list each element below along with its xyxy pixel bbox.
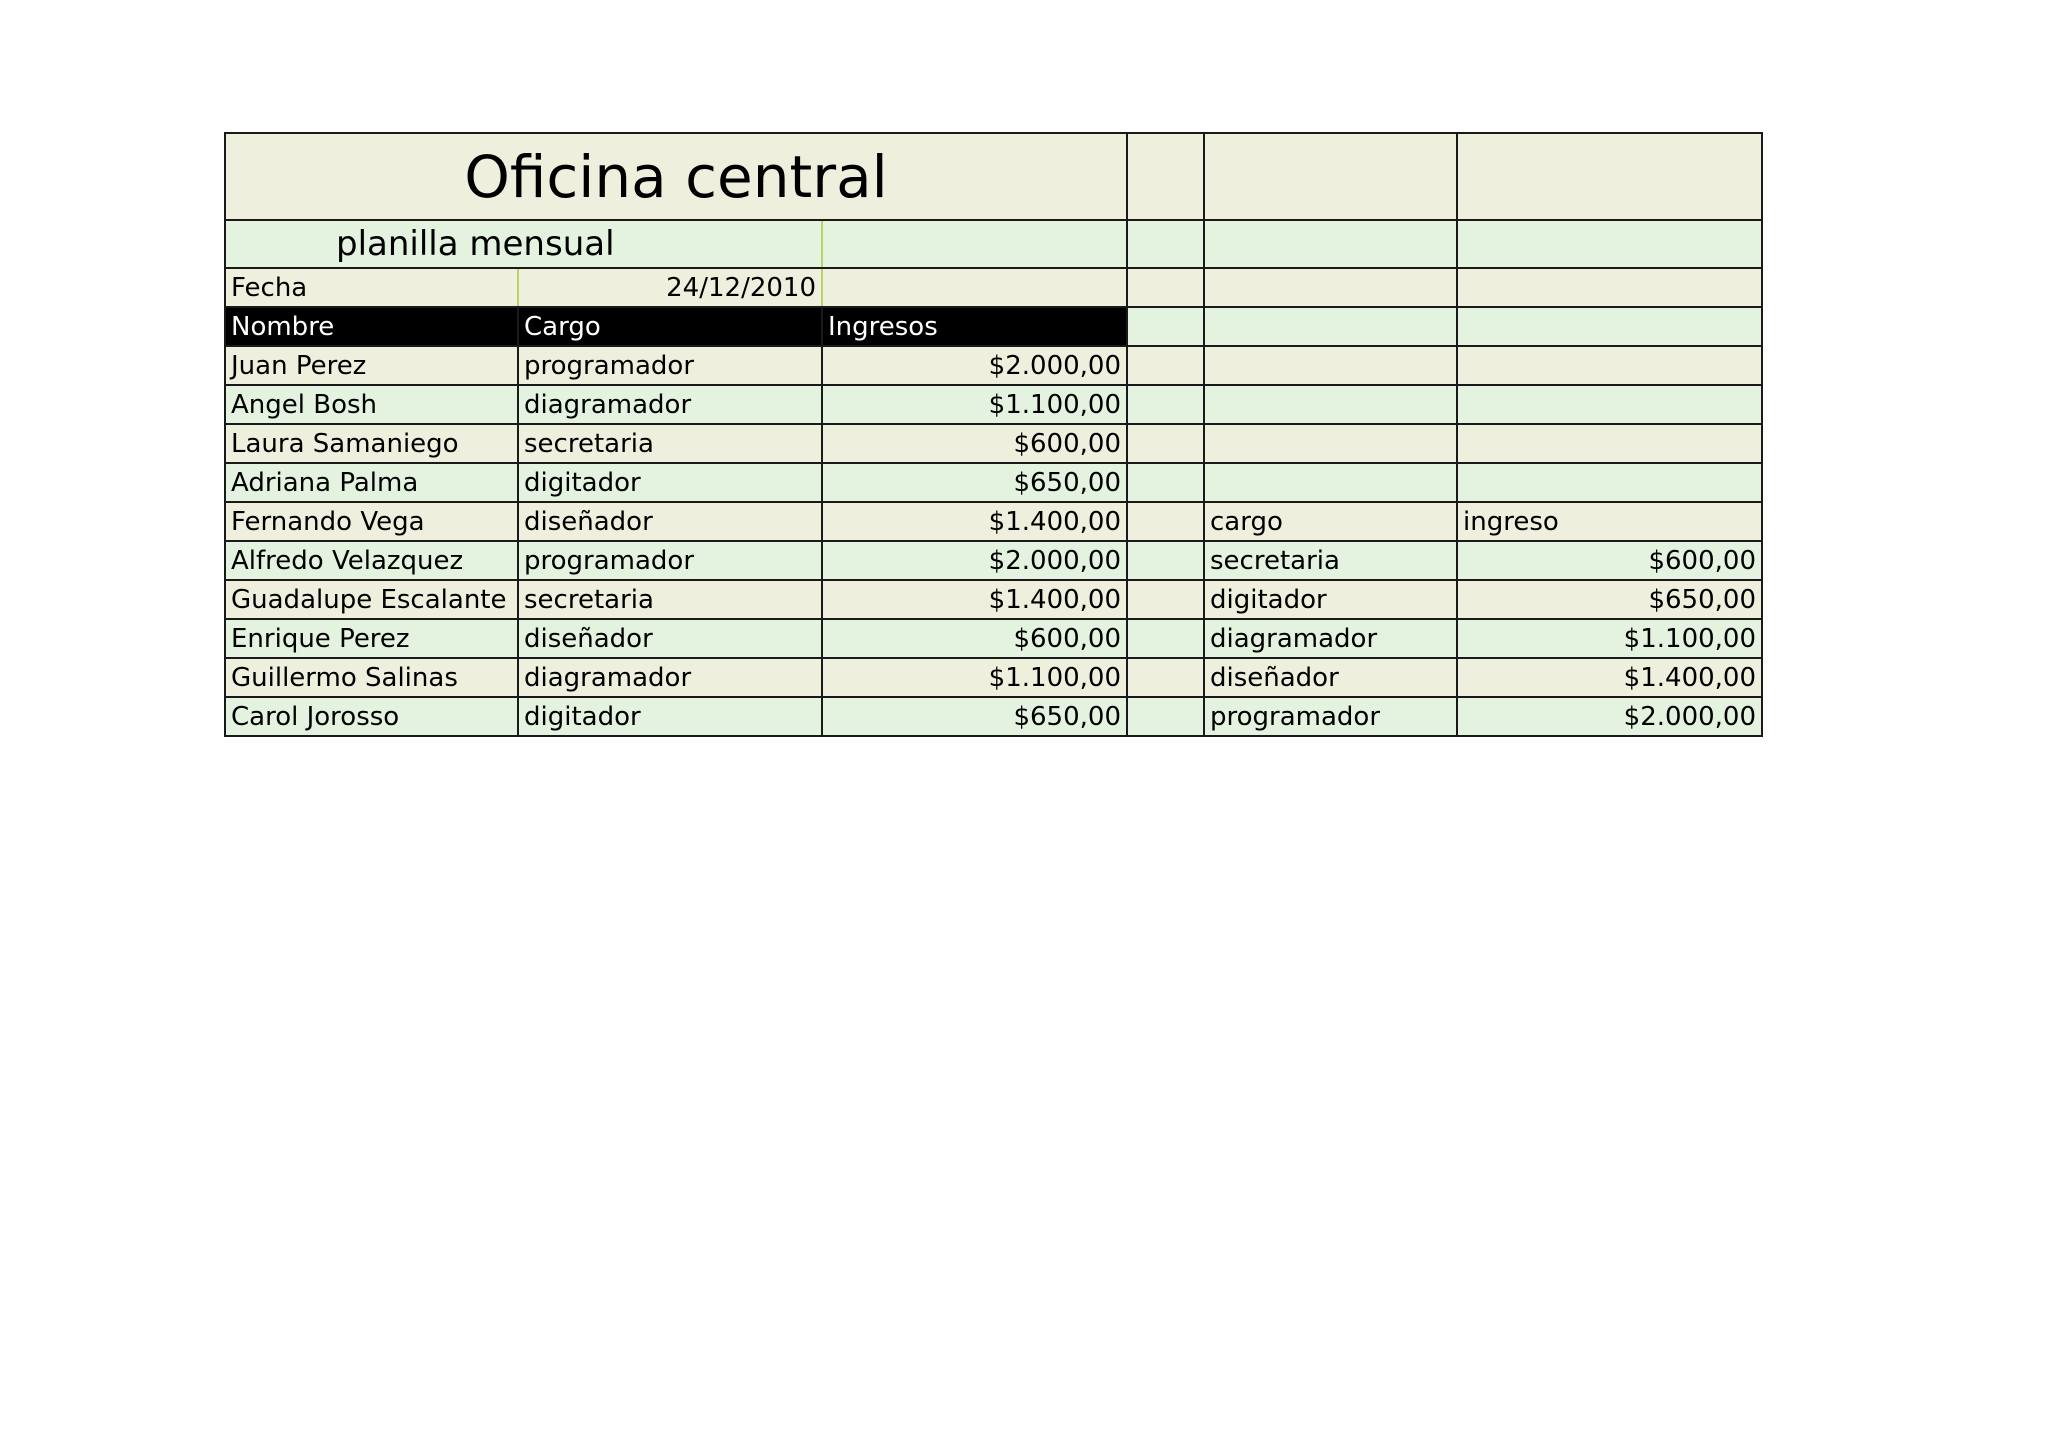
empty-cell[interactable] [1457, 424, 1762, 463]
header-nombre[interactable]: Nombre [225, 307, 518, 346]
table-row [225, 697, 1762, 736]
table-row [225, 580, 1762, 619]
empty-cell[interactable] [1457, 463, 1762, 502]
header-cargo[interactable]: Cargo [518, 307, 822, 346]
empty-cell[interactable] [1204, 268, 1457, 307]
employee-cargo[interactable]: digitador [518, 463, 822, 502]
employee-name[interactable]: Alfredo Velazquez [225, 541, 518, 580]
lookup-cargo[interactable]: diseñador [1204, 658, 1457, 697]
empty-cell[interactable] [1127, 697, 1204, 736]
date-row [225, 268, 1762, 307]
lookup-header-ingreso[interactable]: ingreso [1457, 502, 1762, 541]
empty-cell[interactable] [1204, 307, 1457, 346]
employee-name[interactable]: Enrique Perez [225, 619, 518, 658]
employee-cargo[interactable]: diseñador [518, 502, 822, 541]
lookup-ingreso[interactable]: $1.100,00 [1457, 619, 1762, 658]
empty-cell[interactable] [1127, 541, 1204, 580]
employee-name[interactable]: Adriana Palma [225, 463, 518, 502]
employee-cargo[interactable]: secretaria [518, 424, 822, 463]
table-row [225, 502, 1762, 541]
employee-cargo[interactable]: diseñador [518, 619, 822, 658]
empty-cell[interactable] [822, 268, 1127, 307]
payroll-table [224, 132, 1763, 737]
fecha-value[interactable]: 24/12/2010 [518, 268, 822, 307]
table-row [225, 463, 1762, 502]
empty-cell[interactable] [1204, 220, 1457, 268]
employee-cargo[interactable]: digitador [518, 697, 822, 736]
empty-cell[interactable] [1127, 268, 1204, 307]
employee-name[interactable]: Fernando Vega [225, 502, 518, 541]
employee-name[interactable]: Angel Bosh [225, 385, 518, 424]
subtitle-row [225, 220, 1762, 268]
empty-cell[interactable] [1204, 133, 1457, 220]
table-row [225, 658, 1762, 697]
header-ingresos[interactable]: Ingresos [822, 307, 1127, 346]
table-row [225, 541, 1762, 580]
lookup-ingreso[interactable]: $650,00 [1457, 580, 1762, 619]
empty-cell[interactable] [1457, 385, 1762, 424]
empty-cell[interactable] [1204, 424, 1457, 463]
lookup-ingreso[interactable]: $2.000,00 [1457, 697, 1762, 736]
empty-cell[interactable] [1127, 385, 1204, 424]
employee-cargo[interactable]: secretaria [518, 580, 822, 619]
empty-cell[interactable] [822, 220, 1127, 268]
table-row [225, 424, 1762, 463]
employee-ingresos[interactable]: $1.400,00 [822, 502, 1127, 541]
employee-cargo[interactable]: diagramador [518, 658, 822, 697]
fecha-label[interactable]: Fecha [225, 268, 518, 307]
employee-ingresos[interactable]: $1.400,00 [822, 580, 1127, 619]
title-row [225, 133, 1762, 220]
empty-cell[interactable] [1127, 346, 1204, 385]
lookup-cargo[interactable]: diagramador [1204, 619, 1457, 658]
employee-cargo[interactable]: programador [518, 541, 822, 580]
empty-cell[interactable] [1127, 502, 1204, 541]
employee-name[interactable]: Guillermo Salinas [225, 658, 518, 697]
employee-cargo[interactable]: diagramador [518, 385, 822, 424]
sheet-subtitle[interactable]: planilla mensual [225, 220, 822, 268]
empty-cell[interactable] [1204, 385, 1457, 424]
employee-ingresos[interactable]: $600,00 [822, 424, 1127, 463]
empty-cell[interactable] [1127, 619, 1204, 658]
spreadsheet [224, 132, 1763, 737]
lookup-cargo[interactable]: programador [1204, 697, 1457, 736]
employee-ingresos[interactable]: $2.000,00 [822, 346, 1127, 385]
table-row [225, 385, 1762, 424]
table-row [225, 346, 1762, 385]
empty-cell[interactable] [1127, 658, 1204, 697]
empty-cell[interactable] [1127, 463, 1204, 502]
empty-cell[interactable] [1127, 133, 1204, 220]
employee-name[interactable]: Laura Samaniego [225, 424, 518, 463]
empty-cell[interactable] [1457, 307, 1762, 346]
empty-cell[interactable] [1127, 580, 1204, 619]
employee-ingresos[interactable]: $650,00 [822, 697, 1127, 736]
lookup-cargo[interactable]: digitador [1204, 580, 1457, 619]
employee-ingresos[interactable]: $650,00 [822, 463, 1127, 502]
empty-cell[interactable] [1127, 307, 1204, 346]
employee-name[interactable]: Carol Jorosso [225, 697, 518, 736]
empty-cell[interactable] [1457, 220, 1762, 268]
employee-name[interactable]: Guadalupe Escalante [225, 580, 518, 619]
lookup-cargo[interactable]: secretaria [1204, 541, 1457, 580]
table-row [225, 619, 1762, 658]
employee-ingresos[interactable]: $1.100,00 [822, 658, 1127, 697]
lookup-header-cargo[interactable]: cargo [1204, 502, 1457, 541]
employee-name[interactable]: Juan Perez [225, 346, 518, 385]
employee-ingresos[interactable]: $2.000,00 [822, 541, 1127, 580]
empty-cell[interactable] [1457, 346, 1762, 385]
empty-cell[interactable] [1204, 346, 1457, 385]
lookup-ingreso[interactable]: $1.400,00 [1457, 658, 1762, 697]
lookup-ingreso[interactable]: $600,00 [1457, 541, 1762, 580]
employee-ingresos[interactable]: $600,00 [822, 619, 1127, 658]
empty-cell[interactable] [1127, 424, 1204, 463]
employee-ingresos[interactable]: $1.100,00 [822, 385, 1127, 424]
empty-cell[interactable] [1204, 463, 1457, 502]
empty-cell[interactable] [1457, 133, 1762, 220]
employee-cargo[interactable]: programador [518, 346, 822, 385]
empty-cell[interactable] [1457, 268, 1762, 307]
sheet-title[interactable]: Oficina central [225, 133, 1127, 220]
header-row [225, 307, 1762, 346]
empty-cell[interactable] [1127, 220, 1204, 268]
